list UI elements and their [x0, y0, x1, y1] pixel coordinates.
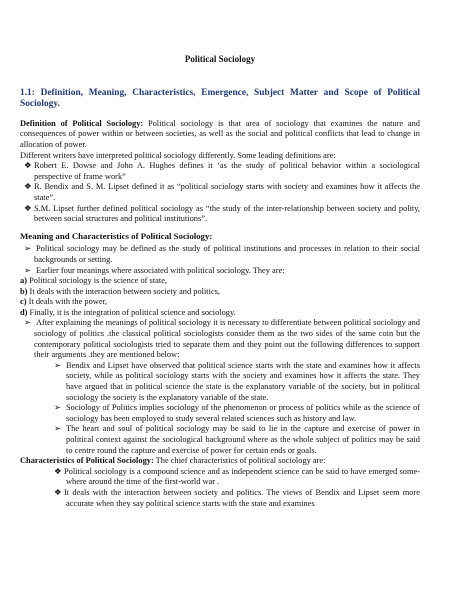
meaning-list-item: c) It deals with the power, — [20, 297, 108, 307]
arrow-bullet-icon: ➢ — [24, 244, 32, 254]
definition-label: Definition of Political Sociology: — [20, 118, 144, 128]
definition-item: ❖ Robert E. Dowse and John A. Hughes defines it ‘as the study of political behavior within a sociological perspective of frame work” — [24, 161, 420, 181]
document-title: Political Sociology — [184, 54, 256, 64]
arrow-bullet-icon: ➢ — [54, 403, 62, 413]
meaning-paragraph: ➢ Earlier four meanings where associated with political sociology. They are: — [24, 265, 285, 275]
meaning-paragraph: ➢ Political sociology may be defined as the study of political institutions and processes in relation to their social backgrounds or setting. — [24, 244, 420, 264]
arrow-bullet-icon: ➢ — [54, 360, 62, 370]
meaning-list-item: b) It deals with the interaction between society and politics, — [20, 286, 221, 296]
diamond-bullet-icon: ❖ — [24, 203, 32, 213]
document-page — [20, 54, 420, 509]
arrow-bullet-icon: ➢ — [24, 318, 32, 328]
characteristics-item: ❖ Political sociology is a compound science and as independent science can be said to have emerged some- where around the time of the first-world war . — [54, 466, 420, 487]
diamond-bullet-icon: ❖ — [24, 161, 32, 171]
difference-item: ➢ Bendix and Lipset have observed that political science starts with the state and examines how it affects society, while as political sociology starts with the society and examines how it affects the state. They have argued that in political science the state is the explanatory variable of the society, but in political sociology the society is the explanatory variable of the state. — [54, 360, 420, 402]
characteristics-label: Characteristics of Political Sociology: — [20, 456, 154, 466]
difference-item: ➢ The heart and soul of political sociology may be said to lie in the capture and exercise of power in political context against the sociological background where as the whole subject of politics may be said to centre round the capture and exercise of power for certain ends or goals. — [54, 424, 420, 455]
meaning-heading: Meaning and Characteristics of Political Sociology: — [20, 230, 213, 241]
arrow-bullet-icon: ➢ — [24, 265, 32, 275]
definition-item: ❖ S.M. Lipset further defined political sociology as “the study of the inter-relationship between society and polity, between social structures and political institutions”. — [24, 203, 420, 224]
definition-item: ❖ R. Bendix and S. M. Lipset defined it as “political sociology starts with society and examines how it affects the state”. — [24, 182, 420, 202]
characteristics-item: ❖ It deals with the interaction between society and politics. The views of Bendix and Lipset seem more accurate when they say political science starts with the state and examines — [54, 487, 420, 508]
section-heading: 1.1: Definition, Meaning, Characteristics, Emergence, Subject Matter and Scope of Political Sociology. — [20, 87, 420, 110]
meaning-list-item: d) Finally, it is the integration of political science and sociology. — [20, 307, 236, 317]
definition-intro: Different writers have interpreted political sociology differently. Some leading definitions are: — [20, 150, 336, 160]
diamond-bullet-icon: ❖ — [24, 182, 32, 192]
arrow-bullet-icon: ➢ — [54, 424, 62, 434]
meaning-list-item: a) Political sociology is the science of state, — [20, 276, 167, 286]
difference-item: ➢ Sociology of Politics implies sociology of the phenomenon or process of politics while as the science of sociology has been employed to study several related sciences such as history and law. — [54, 403, 420, 423]
diamond-bullet-icon: ❖ — [54, 487, 62, 497]
definition-paragraph — [20, 119, 420, 151]
meaning-paragraph: ➢ After explaining the meanings of political sociology it is necessary to differentiate between political sociology and sociology of politics .the classical political sociologists consider them as the two sides of the same coin but the contemporary political sociologists tried to separate them and they point out the following differences to support their arguments .they are mentioned below: — [24, 318, 420, 360]
definition-text: Political sociology is that area of sociology that examines the nature and consequences of power within or between societies, as well as the social and political conflicts that lead to change in allocation of power. — [20, 118, 420, 149]
characteristics-paragraph: Characteristics of Political Sociology: The chief characteristics of political sociology are: — [20, 456, 326, 466]
diamond-bullet-icon: ❖ — [54, 466, 62, 476]
